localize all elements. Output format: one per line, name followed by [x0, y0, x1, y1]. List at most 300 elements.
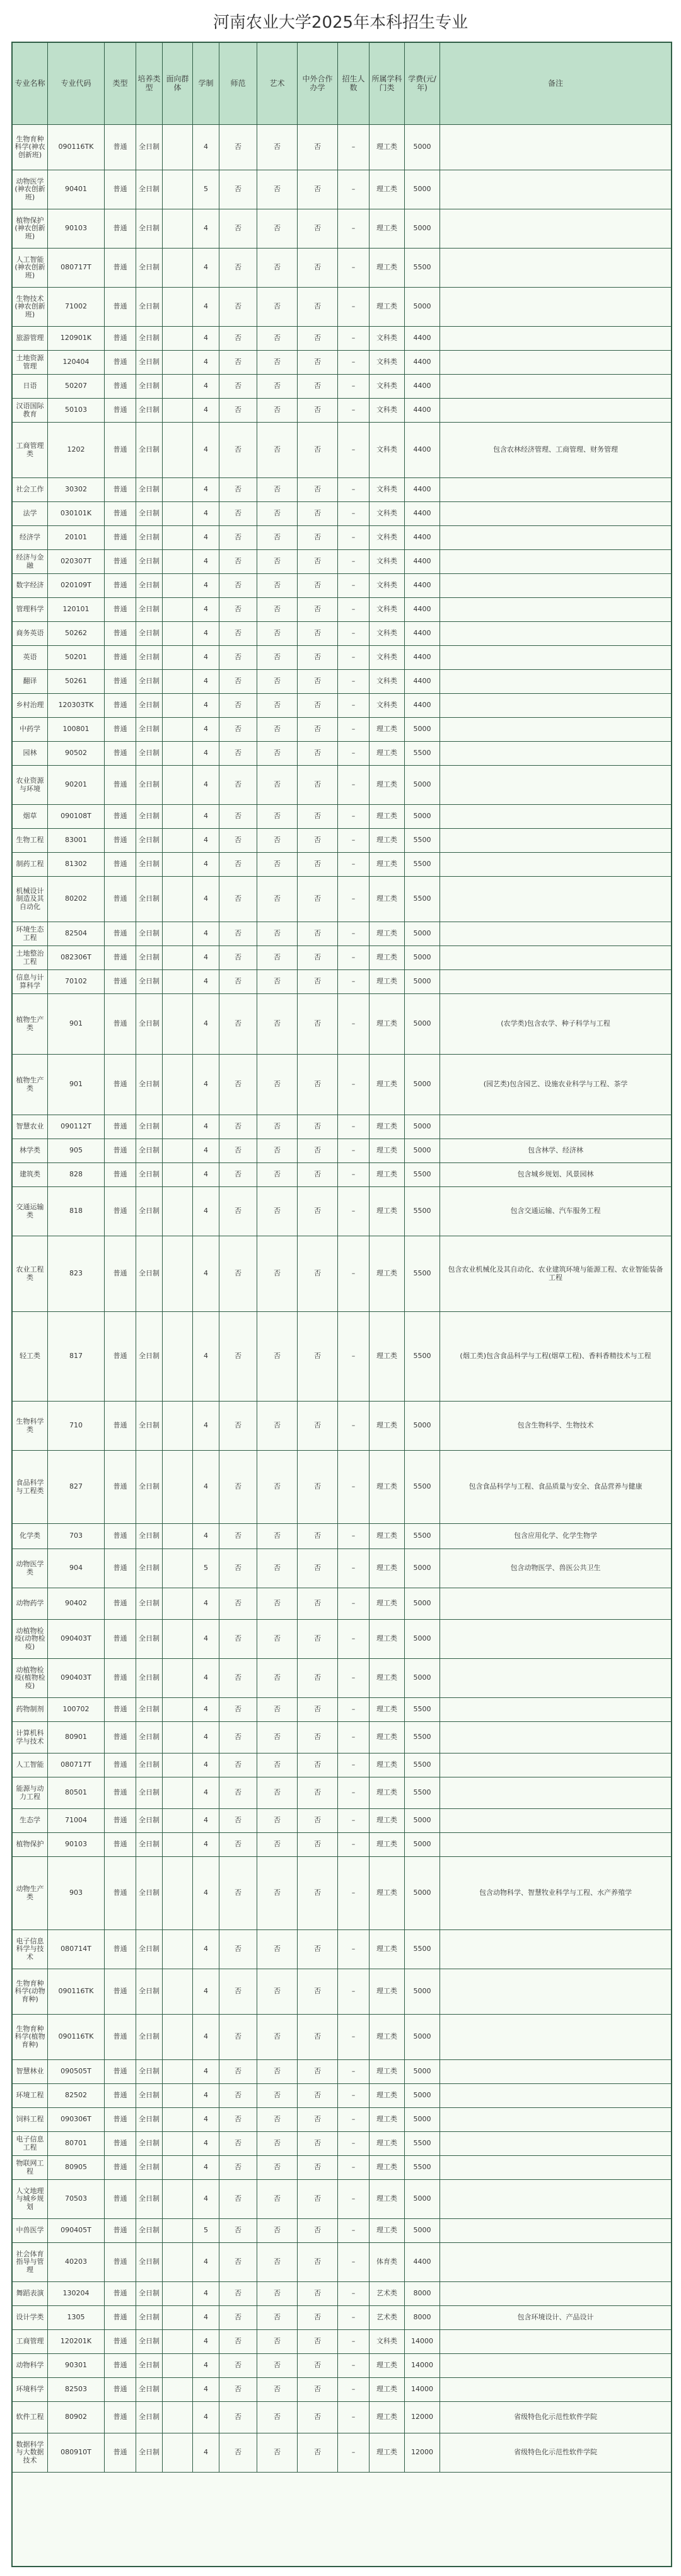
cell-teacher-training: 否 [219, 2433, 257, 2473]
cell-major-code: 70102 [48, 970, 105, 994]
cell-years: 4 [193, 399, 219, 423]
cell-major-code: 100801 [48, 718, 105, 742]
cell-enrollment: – [338, 1588, 370, 1620]
cell-discipline: 理工类 [370, 970, 405, 994]
cell-training-type: 全日制 [136, 1139, 163, 1163]
cell-teacher-training: 否 [219, 2330, 257, 2354]
cell-art: 否 [257, 1402, 298, 1451]
cell-remarks: 包含动物科学、智慧牧业科学与工程、水产养殖学 [440, 1857, 671, 1930]
cell-remarks [440, 2378, 671, 2402]
cell-remarks: 包含食品科学与工程、食品质量与安全、食品营养与健康 [440, 1451, 671, 1524]
cell-years: 4 [193, 478, 219, 502]
cell-enrollment: – [338, 2132, 370, 2156]
cell-major-code: 100702 [48, 1698, 105, 1722]
cell-target-group [163, 2433, 193, 2473]
cell-years: 4 [193, 829, 219, 853]
cell-target-group [163, 526, 193, 550]
cell-tuition: 4400 [405, 502, 440, 526]
cell-target-group [163, 478, 193, 502]
cell-discipline: 理工类 [370, 125, 405, 170]
cell-years: 4 [193, 1524, 219, 1549]
cell-type: 普通 [105, 327, 136, 351]
cell-major-code: 090116TK [48, 2015, 105, 2060]
cell-target-group [163, 2180, 193, 2219]
cell-teacher-training: 否 [219, 1402, 257, 1451]
cell-target-group [163, 574, 193, 598]
cell-tuition: 4400 [405, 598, 440, 622]
cell-remarks [440, 853, 671, 877]
cell-enrollment: – [338, 694, 370, 718]
cell-type: 普通 [105, 1809, 136, 1833]
cell-sino-foreign: 否 [298, 1524, 338, 1549]
cell-years: 4 [193, 1115, 219, 1139]
cell-target-group [163, 125, 193, 170]
cell-major-code: 090505T [48, 2060, 105, 2084]
cell-target-group [163, 694, 193, 718]
cell-art: 否 [257, 2108, 298, 2132]
cell-tuition: 5500 [405, 1163, 440, 1187]
cell-training-type: 全日制 [136, 1055, 163, 1115]
cell-years: 4 [193, 550, 219, 574]
cell-remarks: (烟工类)包含食品科学与工程(烟草工程)、香料香精技术与工程 [440, 1312, 671, 1402]
cell-major-code: 50103 [48, 399, 105, 423]
cell-sino-foreign: 否 [298, 994, 338, 1055]
cell-target-group [163, 853, 193, 877]
cell-art: 否 [257, 375, 298, 399]
cell-years: 4 [193, 1055, 219, 1115]
cell-major-code: 80902 [48, 2402, 105, 2433]
cell-years: 4 [193, 1312, 219, 1402]
cell-training-type: 全日制 [136, 970, 163, 994]
cell-tuition: 5000 [405, 288, 440, 327]
cell-teacher-training: 否 [219, 209, 257, 249]
header-enrollment: 招生人数 [338, 43, 370, 125]
cell-tuition: 4400 [405, 574, 440, 598]
cell-art: 否 [257, 877, 298, 922]
cell-major-code: 120201K [48, 2330, 105, 2354]
cell-target-group [163, 646, 193, 670]
cell-discipline: 理工类 [370, 170, 405, 209]
cell-target-group [163, 1139, 193, 1163]
cell-teacher-training: 否 [219, 1163, 257, 1187]
cell-enrollment: – [338, 877, 370, 922]
cell-target-group [163, 1588, 193, 1620]
cell-remarks [440, 646, 671, 670]
cell-sino-foreign: 否 [298, 2180, 338, 2219]
cell-discipline: 理工类 [370, 2108, 405, 2132]
cell-sino-foreign: 否 [298, 2433, 338, 2473]
cell-enrollment: – [338, 2306, 370, 2330]
cell-major-code: 82502 [48, 2084, 105, 2108]
cell-major-name: 电子信息工程 [13, 2132, 48, 2156]
cell-art: 否 [257, 1809, 298, 1833]
cell-remarks [440, 718, 671, 742]
cell-training-type: 全日制 [136, 1402, 163, 1451]
cell-enrollment: – [338, 1777, 370, 1809]
cell-type: 普通 [105, 2015, 136, 2060]
cell-target-group [163, 1524, 193, 1549]
cell-teacher-training: 否 [219, 1524, 257, 1549]
cell-target-group [163, 2060, 193, 2084]
cell-discipline: 文科类 [370, 694, 405, 718]
cell-teacher-training: 否 [219, 622, 257, 646]
cell-years: 4 [193, 1139, 219, 1163]
cell-major-name: 计算机科学与技术 [13, 1722, 48, 1753]
cell-teacher-training: 否 [219, 718, 257, 742]
cell-teacher-training: 否 [219, 1698, 257, 1722]
cell-tuition: 5000 [405, 946, 440, 970]
cell-major-code: 090306T [48, 2108, 105, 2132]
cell-major-code: 90103 [48, 1833, 105, 1857]
cell-years: 4 [193, 249, 219, 288]
cell-major-name: 化学类 [13, 1524, 48, 1549]
cell-major-code: 82504 [48, 922, 105, 946]
cell-sino-foreign: 否 [298, 288, 338, 327]
cell-art: 否 [257, 2084, 298, 2108]
cell-tuition: 5000 [405, 1139, 440, 1163]
cell-discipline: 理工类 [370, 853, 405, 877]
cell-remarks [440, 2243, 671, 2282]
cell-training-type: 全日制 [136, 1187, 163, 1236]
cell-teacher-training: 否 [219, 1659, 257, 1698]
cell-tuition: 4400 [405, 670, 440, 694]
cell-tuition: 5500 [405, 249, 440, 288]
cell-type: 普通 [105, 694, 136, 718]
cell-type: 普通 [105, 125, 136, 170]
cell-major-name: 翻译 [13, 670, 48, 694]
cell-type: 普通 [105, 2219, 136, 2243]
cell-tuition: 5000 [405, 1549, 440, 1588]
cell-sino-foreign: 否 [298, 877, 338, 922]
cell-enrollment: – [338, 1930, 370, 1969]
cell-tuition: 5500 [405, 1753, 440, 1777]
cell-major-name: 植物保护(神农创新班) [13, 209, 48, 249]
cell-sino-foreign: 否 [298, 2306, 338, 2330]
cell-tuition: 5000 [405, 2060, 440, 2084]
cell-type: 普通 [105, 2084, 136, 2108]
cell-major-code: 817 [48, 1312, 105, 1402]
cell-type: 普通 [105, 1722, 136, 1753]
cell-years: 4 [193, 970, 219, 994]
cell-major-code: 090405T [48, 2219, 105, 2243]
cell-target-group [163, 1753, 193, 1777]
cell-training-type: 全日制 [136, 125, 163, 170]
cell-teacher-training: 否 [219, 1777, 257, 1809]
cell-training-type: 全日制 [136, 2306, 163, 2330]
cell-discipline: 理工类 [370, 2378, 405, 2402]
cell-tuition: 5000 [405, 125, 440, 170]
cell-training-type: 全日制 [136, 1857, 163, 1930]
cell-teacher-training: 否 [219, 399, 257, 423]
cell-major-code: 090116TK [48, 1969, 105, 2015]
cell-enrollment: – [338, 423, 370, 478]
cell-sino-foreign: 否 [298, 399, 338, 423]
cell-discipline: 理工类 [370, 2433, 405, 2473]
cell-training-type: 全日制 [136, 1809, 163, 1833]
cell-tuition: 5500 [405, 1312, 440, 1402]
cell-art: 否 [257, 805, 298, 829]
cell-major-name: 法学 [13, 502, 48, 526]
cell-sino-foreign: 否 [298, 1722, 338, 1753]
cell-discipline: 理工类 [370, 1722, 405, 1753]
cell-art: 否 [257, 829, 298, 853]
cell-art: 否 [257, 351, 298, 375]
cell-major-code: 70503 [48, 2180, 105, 2219]
cell-art: 否 [257, 853, 298, 877]
cell-training-type: 全日制 [136, 670, 163, 694]
cell-remarks [440, 922, 671, 946]
cell-major-code: 080910T [48, 2433, 105, 2473]
cell-enrollment: – [338, 1115, 370, 1139]
cell-tuition: 5000 [405, 718, 440, 742]
cell-major-name: 工商管理 [13, 2330, 48, 2354]
cell-major-name: 轻工类 [13, 1312, 48, 1402]
cell-tuition: 5500 [405, 1451, 440, 1524]
cell-years: 4 [193, 209, 219, 249]
cell-sino-foreign: 否 [298, 1857, 338, 1930]
header-type: 类型 [105, 43, 136, 125]
cell-target-group [163, 598, 193, 622]
cell-art: 否 [257, 1236, 298, 1312]
cell-remarks [440, 574, 671, 598]
cell-tuition: 5000 [405, 209, 440, 249]
cell-remarks [440, 375, 671, 399]
cell-major-code: 1305 [48, 2306, 105, 2330]
cell-art: 否 [257, 526, 298, 550]
cell-type: 普通 [105, 1115, 136, 1139]
cell-training-type: 全日制 [136, 2282, 163, 2306]
cell-type: 普通 [105, 574, 136, 598]
cell-training-type: 全日制 [136, 1549, 163, 1588]
cell-type: 普通 [105, 1930, 136, 1969]
cell-enrollment: – [338, 1055, 370, 1115]
cell-years: 4 [193, 2180, 219, 2219]
cell-target-group [163, 877, 193, 922]
cell-type: 普通 [105, 1620, 136, 1659]
cell-remarks [440, 249, 671, 288]
cell-enrollment: – [338, 598, 370, 622]
cell-teacher-training: 否 [219, 327, 257, 351]
cell-sino-foreign: 否 [298, 1139, 338, 1163]
cell-teacher-training: 否 [219, 2378, 257, 2402]
cell-training-type: 全日制 [136, 2060, 163, 2084]
cell-years: 4 [193, 1777, 219, 1809]
page-title: 河南农业大学2025年本科招生专业 [212, 13, 469, 32]
cell-major-name: 动物药学 [13, 1588, 48, 1620]
cell-target-group [163, 249, 193, 288]
header-major-code: 专业代码 [48, 43, 105, 125]
cell-major-name: 物联网工程 [13, 2156, 48, 2180]
cell-major-code: 80202 [48, 877, 105, 922]
cell-major-code: 080717T [48, 249, 105, 288]
cell-training-type: 全日制 [136, 2180, 163, 2219]
cell-teacher-training: 否 [219, 170, 257, 209]
cell-enrollment: – [338, 1698, 370, 1722]
cell-discipline: 理工类 [370, 718, 405, 742]
cell-enrollment: – [338, 1969, 370, 2015]
cell-years: 4 [193, 1722, 219, 1753]
cell-enrollment: – [338, 375, 370, 399]
cell-years: 4 [193, 327, 219, 351]
cell-teacher-training: 否 [219, 1115, 257, 1139]
cell-teacher-training: 否 [219, 646, 257, 670]
cell-tuition: 5000 [405, 2108, 440, 2132]
cell-teacher-training: 否 [219, 1451, 257, 1524]
cell-major-name: 园林 [13, 742, 48, 766]
cell-enrollment: – [338, 805, 370, 829]
cell-art: 否 [257, 1930, 298, 1969]
cell-training-type: 全日制 [136, 209, 163, 249]
cell-sino-foreign: 否 [298, 1659, 338, 1698]
cell-type: 普通 [105, 2354, 136, 2378]
cell-sino-foreign: 否 [298, 829, 338, 853]
cell-target-group [163, 1969, 193, 2015]
cell-discipline: 理工类 [370, 1833, 405, 1857]
cell-remarks [440, 1777, 671, 1809]
cell-remarks [440, 1698, 671, 1722]
cell-target-group [163, 766, 193, 805]
cell-art: 否 [257, 2306, 298, 2330]
cell-tuition: 5500 [405, 1187, 440, 1236]
cell-major-name: 农业资源与环境 [13, 766, 48, 805]
cell-discipline: 文科类 [370, 478, 405, 502]
cell-years: 4 [193, 922, 219, 946]
cell-major-code: 30302 [48, 478, 105, 502]
cell-remarks [440, 1588, 671, 1620]
cell-target-group [163, 1451, 193, 1524]
header-tuition: 学费(元/年) [405, 43, 440, 125]
cell-enrollment: – [338, 2108, 370, 2132]
cell-teacher-training: 否 [219, 853, 257, 877]
cell-training-type: 全日制 [136, 622, 163, 646]
cell-teacher-training: 否 [219, 694, 257, 718]
cell-target-group [163, 2402, 193, 2433]
cell-years: 4 [193, 2402, 219, 2433]
cell-major-code: 020307T [48, 550, 105, 574]
header-art: 艺术 [257, 43, 298, 125]
cell-sino-foreign: 否 [298, 1163, 338, 1187]
cell-enrollment: – [338, 2219, 370, 2243]
cell-type: 普通 [105, 766, 136, 805]
cell-enrollment: – [338, 327, 370, 351]
cell-discipline: 理工类 [370, 209, 405, 249]
cell-type: 普通 [105, 502, 136, 526]
cell-discipline: 理工类 [370, 1055, 405, 1115]
cell-art: 否 [257, 970, 298, 994]
cell-discipline: 文科类 [370, 351, 405, 375]
cell-major-code: 83001 [48, 829, 105, 853]
cell-years: 4 [193, 1969, 219, 2015]
cell-target-group [163, 1930, 193, 1969]
header-training-type: 培养类型 [136, 43, 163, 125]
cell-art: 否 [257, 423, 298, 478]
cell-enrollment: – [338, 2084, 370, 2108]
cell-tuition: 5000 [405, 994, 440, 1055]
cell-training-type: 全日制 [136, 742, 163, 766]
majors-table [11, 42, 672, 2567]
cell-discipline: 理工类 [370, 946, 405, 970]
cell-discipline: 理工类 [370, 2132, 405, 2156]
cell-major-name: 动物科学 [13, 2354, 48, 2378]
cell-target-group [163, 1163, 193, 1187]
cell-enrollment: – [338, 1236, 370, 1312]
cell-type: 普通 [105, 829, 136, 853]
cell-sino-foreign: 否 [298, 622, 338, 646]
cell-training-type: 全日制 [136, 249, 163, 288]
cell-major-code: 120101 [48, 598, 105, 622]
cell-tuition: 4400 [405, 2243, 440, 2282]
cell-years: 4 [193, 1930, 219, 1969]
cell-remarks [440, 766, 671, 805]
cell-years: 4 [193, 125, 219, 170]
cell-type: 普通 [105, 2378, 136, 2402]
cell-years: 4 [193, 1236, 219, 1312]
cell-target-group [163, 1312, 193, 1402]
cell-discipline: 理工类 [370, 805, 405, 829]
cell-major-name: 烟草 [13, 805, 48, 829]
cell-discipline: 文科类 [370, 526, 405, 550]
cell-target-group [163, 1549, 193, 1588]
cell-art: 否 [257, 1549, 298, 1588]
cell-target-group [163, 2132, 193, 2156]
cell-tuition: 5000 [405, 970, 440, 994]
cell-type: 普通 [105, 2402, 136, 2433]
cell-training-type: 全日制 [136, 2354, 163, 2378]
cell-discipline: 理工类 [370, 1698, 405, 1722]
cell-remarks [440, 1969, 671, 2015]
cell-major-name: 建筑类 [13, 1163, 48, 1187]
cell-teacher-training: 否 [219, 288, 257, 327]
cell-enrollment: – [338, 829, 370, 853]
cell-remarks [440, 2330, 671, 2354]
cell-tuition: 4400 [405, 351, 440, 375]
cell-art: 否 [257, 125, 298, 170]
cell-sino-foreign: 否 [298, 1930, 338, 1969]
cell-remarks [440, 502, 671, 526]
cell-tuition: 5000 [405, 1833, 440, 1857]
cell-years: 4 [193, 1163, 219, 1187]
cell-major-name: 动物医学类 [13, 1549, 48, 1588]
cell-major-code: 90502 [48, 742, 105, 766]
cell-years: 4 [193, 526, 219, 550]
cell-remarks [440, 2354, 671, 2378]
cell-sino-foreign: 否 [298, 1620, 338, 1659]
cell-type: 普通 [105, 1236, 136, 1312]
cell-art: 否 [257, 478, 298, 502]
cell-art: 否 [257, 2132, 298, 2156]
cell-art: 否 [257, 1698, 298, 1722]
cell-target-group [163, 670, 193, 694]
cell-enrollment: – [338, 502, 370, 526]
cell-type: 普通 [105, 805, 136, 829]
cell-discipline: 理工类 [370, 1451, 405, 1524]
cell-enrollment: – [338, 249, 370, 288]
cell-target-group [163, 994, 193, 1055]
cell-discipline: 理工类 [370, 1549, 405, 1588]
cell-remarks [440, 209, 671, 249]
cell-type: 普通 [105, 622, 136, 646]
cell-target-group [163, 2330, 193, 2354]
cell-type: 普通 [105, 1312, 136, 1402]
cell-major-code: 80701 [48, 2132, 105, 2156]
cell-training-type: 全日制 [136, 399, 163, 423]
cell-enrollment: – [338, 2433, 370, 2473]
cell-years: 4 [193, 1857, 219, 1930]
cell-art: 否 [257, 1312, 298, 1402]
cell-target-group [163, 970, 193, 994]
cell-major-code: 80501 [48, 1777, 105, 1809]
cell-major-name: 日语 [13, 375, 48, 399]
